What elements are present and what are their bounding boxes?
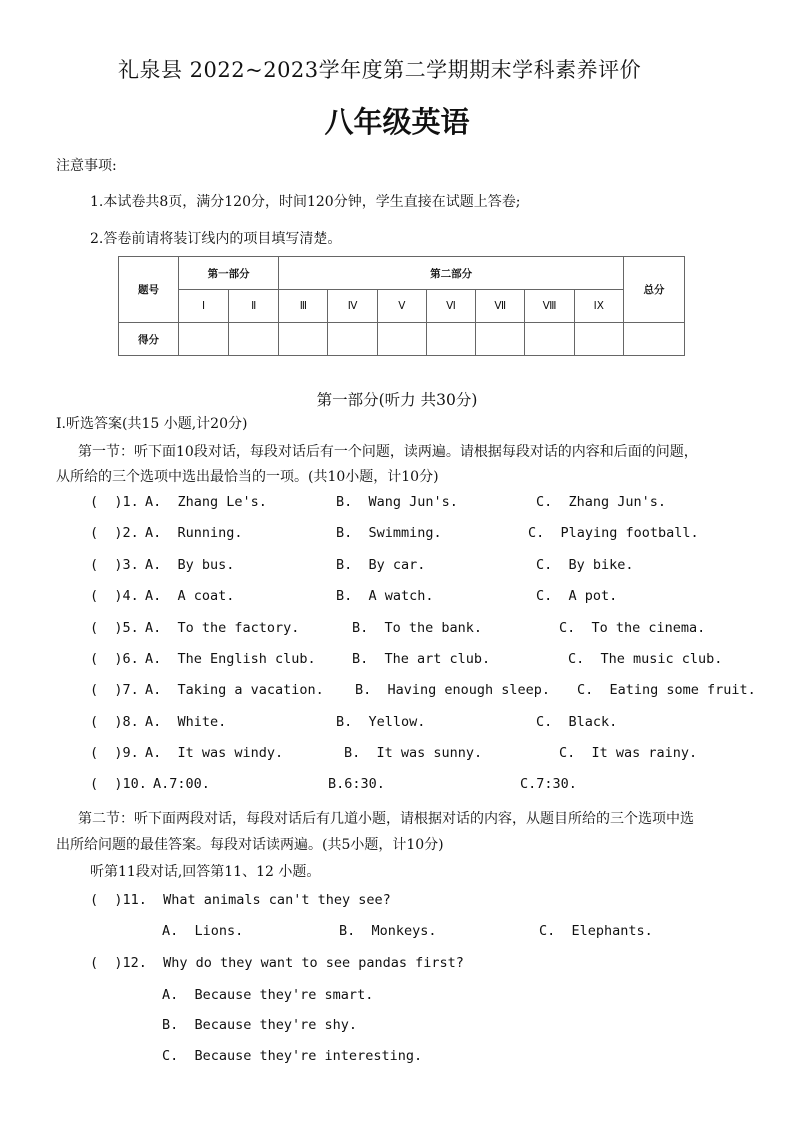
col-tihao: 题号 bbox=[119, 257, 179, 323]
question-7-option-c: C. Eating some fruit. bbox=[577, 682, 756, 698]
question-2-option-a: A. Running. bbox=[145, 525, 243, 541]
question-1-option-c: C. Zhang Jun's. bbox=[536, 494, 667, 510]
question-5-option-b: B. To the bank. bbox=[352, 620, 483, 636]
total-header: 总分 bbox=[623, 257, 684, 323]
question-7-option-a: A. Taking a vacation. bbox=[145, 682, 324, 698]
question-8-option-b: B. Yellow. bbox=[336, 714, 426, 730]
question-12-stem: ( )12. Why do they want to see pandas first? bbox=[90, 955, 464, 971]
defen-label: 得分 bbox=[119, 323, 179, 356]
question-10-option-a: A.7:00. bbox=[153, 776, 210, 792]
question-10-option-b: B.6:30. bbox=[328, 776, 385, 792]
notes-heading: 注意事项: bbox=[56, 158, 117, 174]
question-1-number: ( )1. bbox=[90, 494, 139, 510]
question-1-option-b: B. Wang Jun's. bbox=[336, 494, 458, 510]
dialog-11-intro: 听第11段对话,回答第11、12 小题。 bbox=[90, 864, 321, 880]
question-6-option-b: B. The art club. bbox=[352, 651, 491, 667]
roman-1: Ⅰ bbox=[179, 290, 229, 323]
roman-3: Ⅲ bbox=[279, 290, 328, 323]
question-12-option-b: B. Because they're shy. bbox=[162, 1017, 358, 1033]
question-6-option-a: A. The English club. bbox=[145, 651, 316, 667]
question-3-option-b: B. By car. bbox=[336, 557, 426, 573]
score-cell[interactable] bbox=[229, 323, 279, 356]
roman-7: Ⅶ bbox=[476, 290, 525, 323]
question-5-option-a: A. To the factory. bbox=[145, 620, 300, 636]
part2-header: 第二部分 bbox=[279, 257, 624, 290]
score-cell[interactable] bbox=[525, 323, 574, 356]
question-9-option-a: A. It was windy. bbox=[145, 745, 284, 761]
question-8-option-c: C. Black. bbox=[536, 714, 618, 730]
question-4-option-b: B. A watch. bbox=[336, 588, 434, 604]
roman-4: Ⅳ bbox=[328, 290, 377, 323]
question-7-option-b: B. Having enough sleep. bbox=[355, 682, 551, 698]
sec1-instruction-line1: 第一节：听下面10段对话，每段对话后有一个问题，读两遍。请根据每段对话的内容和后面的问题， bbox=[78, 444, 698, 460]
part1-heading: 第一部分(听力 共30分) bbox=[316, 391, 478, 409]
score-cell[interactable] bbox=[574, 323, 623, 356]
score-cell[interactable] bbox=[623, 323, 684, 356]
sec1-instruction-line2: 从所给的三个选项中选出最恰当的一项。(共10小题，计10分) bbox=[56, 469, 439, 485]
question-12-option-a: A. Because they're smart. bbox=[162, 987, 374, 1003]
question-6-number: ( )6. bbox=[90, 651, 139, 667]
score-cell[interactable] bbox=[179, 323, 229, 356]
notes-item-1: 1.本试卷共8页，满分120分，时间120分钟，学生直接在试题上答卷; bbox=[90, 194, 521, 210]
question-7-number: ( )7. bbox=[90, 682, 139, 698]
roman-5: Ⅴ bbox=[377, 290, 426, 323]
question-6-option-c: C. The music club. bbox=[568, 651, 723, 667]
question-11-option-c: C. Elephants. bbox=[539, 923, 653, 939]
question-5-option-c: C. To the cinema. bbox=[559, 620, 706, 636]
sec2-instruction-line1: 第二节：听下面两段对话，每段对话后有几道小题，请根据对话的内容，从题目所给的三个选项中选 bbox=[78, 811, 694, 827]
notes-item-2: 2.答卷前请将装订线内的项目填写清楚。 bbox=[90, 231, 342, 247]
question-10-option-c: C.7:30. bbox=[520, 776, 577, 792]
score-cell[interactable] bbox=[279, 323, 328, 356]
question-8-option-a: A. White. bbox=[145, 714, 227, 730]
roman-8: Ⅷ bbox=[525, 290, 574, 323]
question-3-option-c: C. By bike. bbox=[536, 557, 634, 573]
score-cell[interactable] bbox=[377, 323, 426, 356]
roman-6: Ⅵ bbox=[426, 290, 475, 323]
exam-title: 礼泉县 2022~2023学年度第二学期期末学科素养评价 bbox=[118, 58, 642, 82]
roman-9: ⅠX bbox=[574, 290, 623, 323]
question-11-option-a: A. Lions. bbox=[162, 923, 244, 939]
question-10-number: ( )10. bbox=[90, 776, 147, 792]
question-11-option-b: B. Monkeys. bbox=[339, 923, 437, 939]
question-9-option-b: B. It was sunny. bbox=[344, 745, 483, 761]
score-cell[interactable] bbox=[476, 323, 525, 356]
question-3-number: ( )3. bbox=[90, 557, 139, 573]
question-2-number: ( )2. bbox=[90, 525, 139, 541]
roman-2: Ⅱ bbox=[229, 290, 279, 323]
question-4-option-c: C. A pot. bbox=[536, 588, 618, 604]
question-5-number: ( )5. bbox=[90, 620, 139, 636]
question-9-option-c: C. It was rainy. bbox=[559, 745, 698, 761]
exam-subject: 八年级英语 bbox=[324, 105, 470, 139]
question-4-number: ( )4. bbox=[90, 588, 139, 604]
question-11-stem: ( )11. What animals can't they see? bbox=[90, 892, 391, 908]
question-9-number: ( )9. bbox=[90, 745, 139, 761]
question-1-option-a: A. Zhang Le's. bbox=[145, 494, 267, 510]
score-table bbox=[118, 256, 685, 356]
question-12-option-c: C. Because they're interesting. bbox=[162, 1048, 423, 1064]
part1-header: 第一部分 bbox=[179, 257, 279, 290]
section-1-title: Ⅰ.听选答案(共15 小题,计20分) bbox=[56, 416, 248, 432]
score-cell[interactable] bbox=[426, 323, 475, 356]
question-3-option-a: A. By bus. bbox=[145, 557, 235, 573]
question-2-option-c: C. Playing football. bbox=[528, 525, 699, 541]
score-cell[interactable] bbox=[328, 323, 377, 356]
question-2-option-b: B. Swimming. bbox=[336, 525, 442, 541]
question-4-option-a: A. A coat. bbox=[145, 588, 235, 604]
sec2-instruction-line2: 出所给问题的最佳答案。每段对话读两遍。(共5小题，计10分) bbox=[56, 837, 444, 853]
question-8-number: ( )8. bbox=[90, 714, 139, 730]
